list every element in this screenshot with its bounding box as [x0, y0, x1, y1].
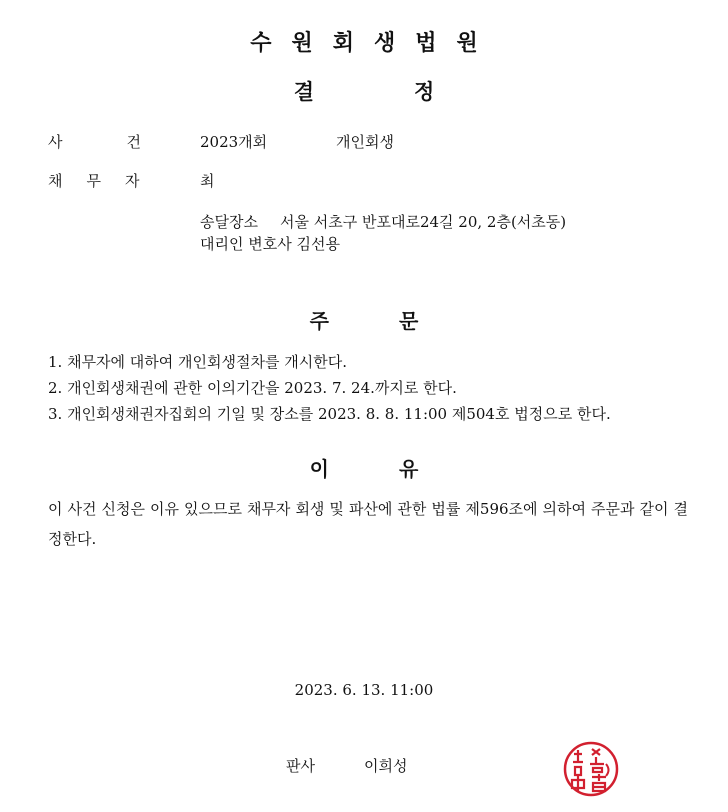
debtor-agent: 대리인 변호사 김선용	[200, 235, 340, 253]
court-name: 수원회생법원	[250, 31, 498, 56]
case-type: 개인회생	[336, 133, 394, 151]
case-label: 사건	[48, 133, 205, 151]
service-address: 서울 서초구 반포대로24길 20, 2층(서초동)	[280, 213, 567, 231]
judge-name: 이희성	[364, 757, 408, 775]
document-title: 결정	[293, 80, 535, 104]
judge-title: 판사	[286, 757, 315, 775]
order-item-3: 3. 개인회생채권자집회의 기일 및 장소를 2023. 8. 8. 11:00 제504호 법정으로 한다.	[48, 405, 611, 423]
service-address-label: 송달장소	[200, 213, 258, 231]
debtor-label: 채무자	[48, 172, 164, 190]
debtor-name: 최	[200, 172, 215, 190]
decision-date: 2023. 6. 13. 11:00	[294, 681, 434, 699]
order-item-1: 1. 채무자에 대하여 개인회생절차를 개시한다.	[48, 353, 347, 371]
reason-heading: 이유	[309, 457, 489, 481]
court-seal-icon	[562, 740, 620, 798]
order-item-2: 2. 개인회생채권에 관한 이의기간을 2023. 7. 24.까지로 한다.	[48, 379, 457, 397]
order-heading: 주문	[309, 309, 489, 333]
case-number: 2023개회	[200, 133, 268, 151]
reason-text: 이 사건 신청은 이유 있으므로 채무자 회생 및 파산에 관한 법률 제596조에 의하여 주문과 같이 결정한다.	[48, 500, 688, 548]
